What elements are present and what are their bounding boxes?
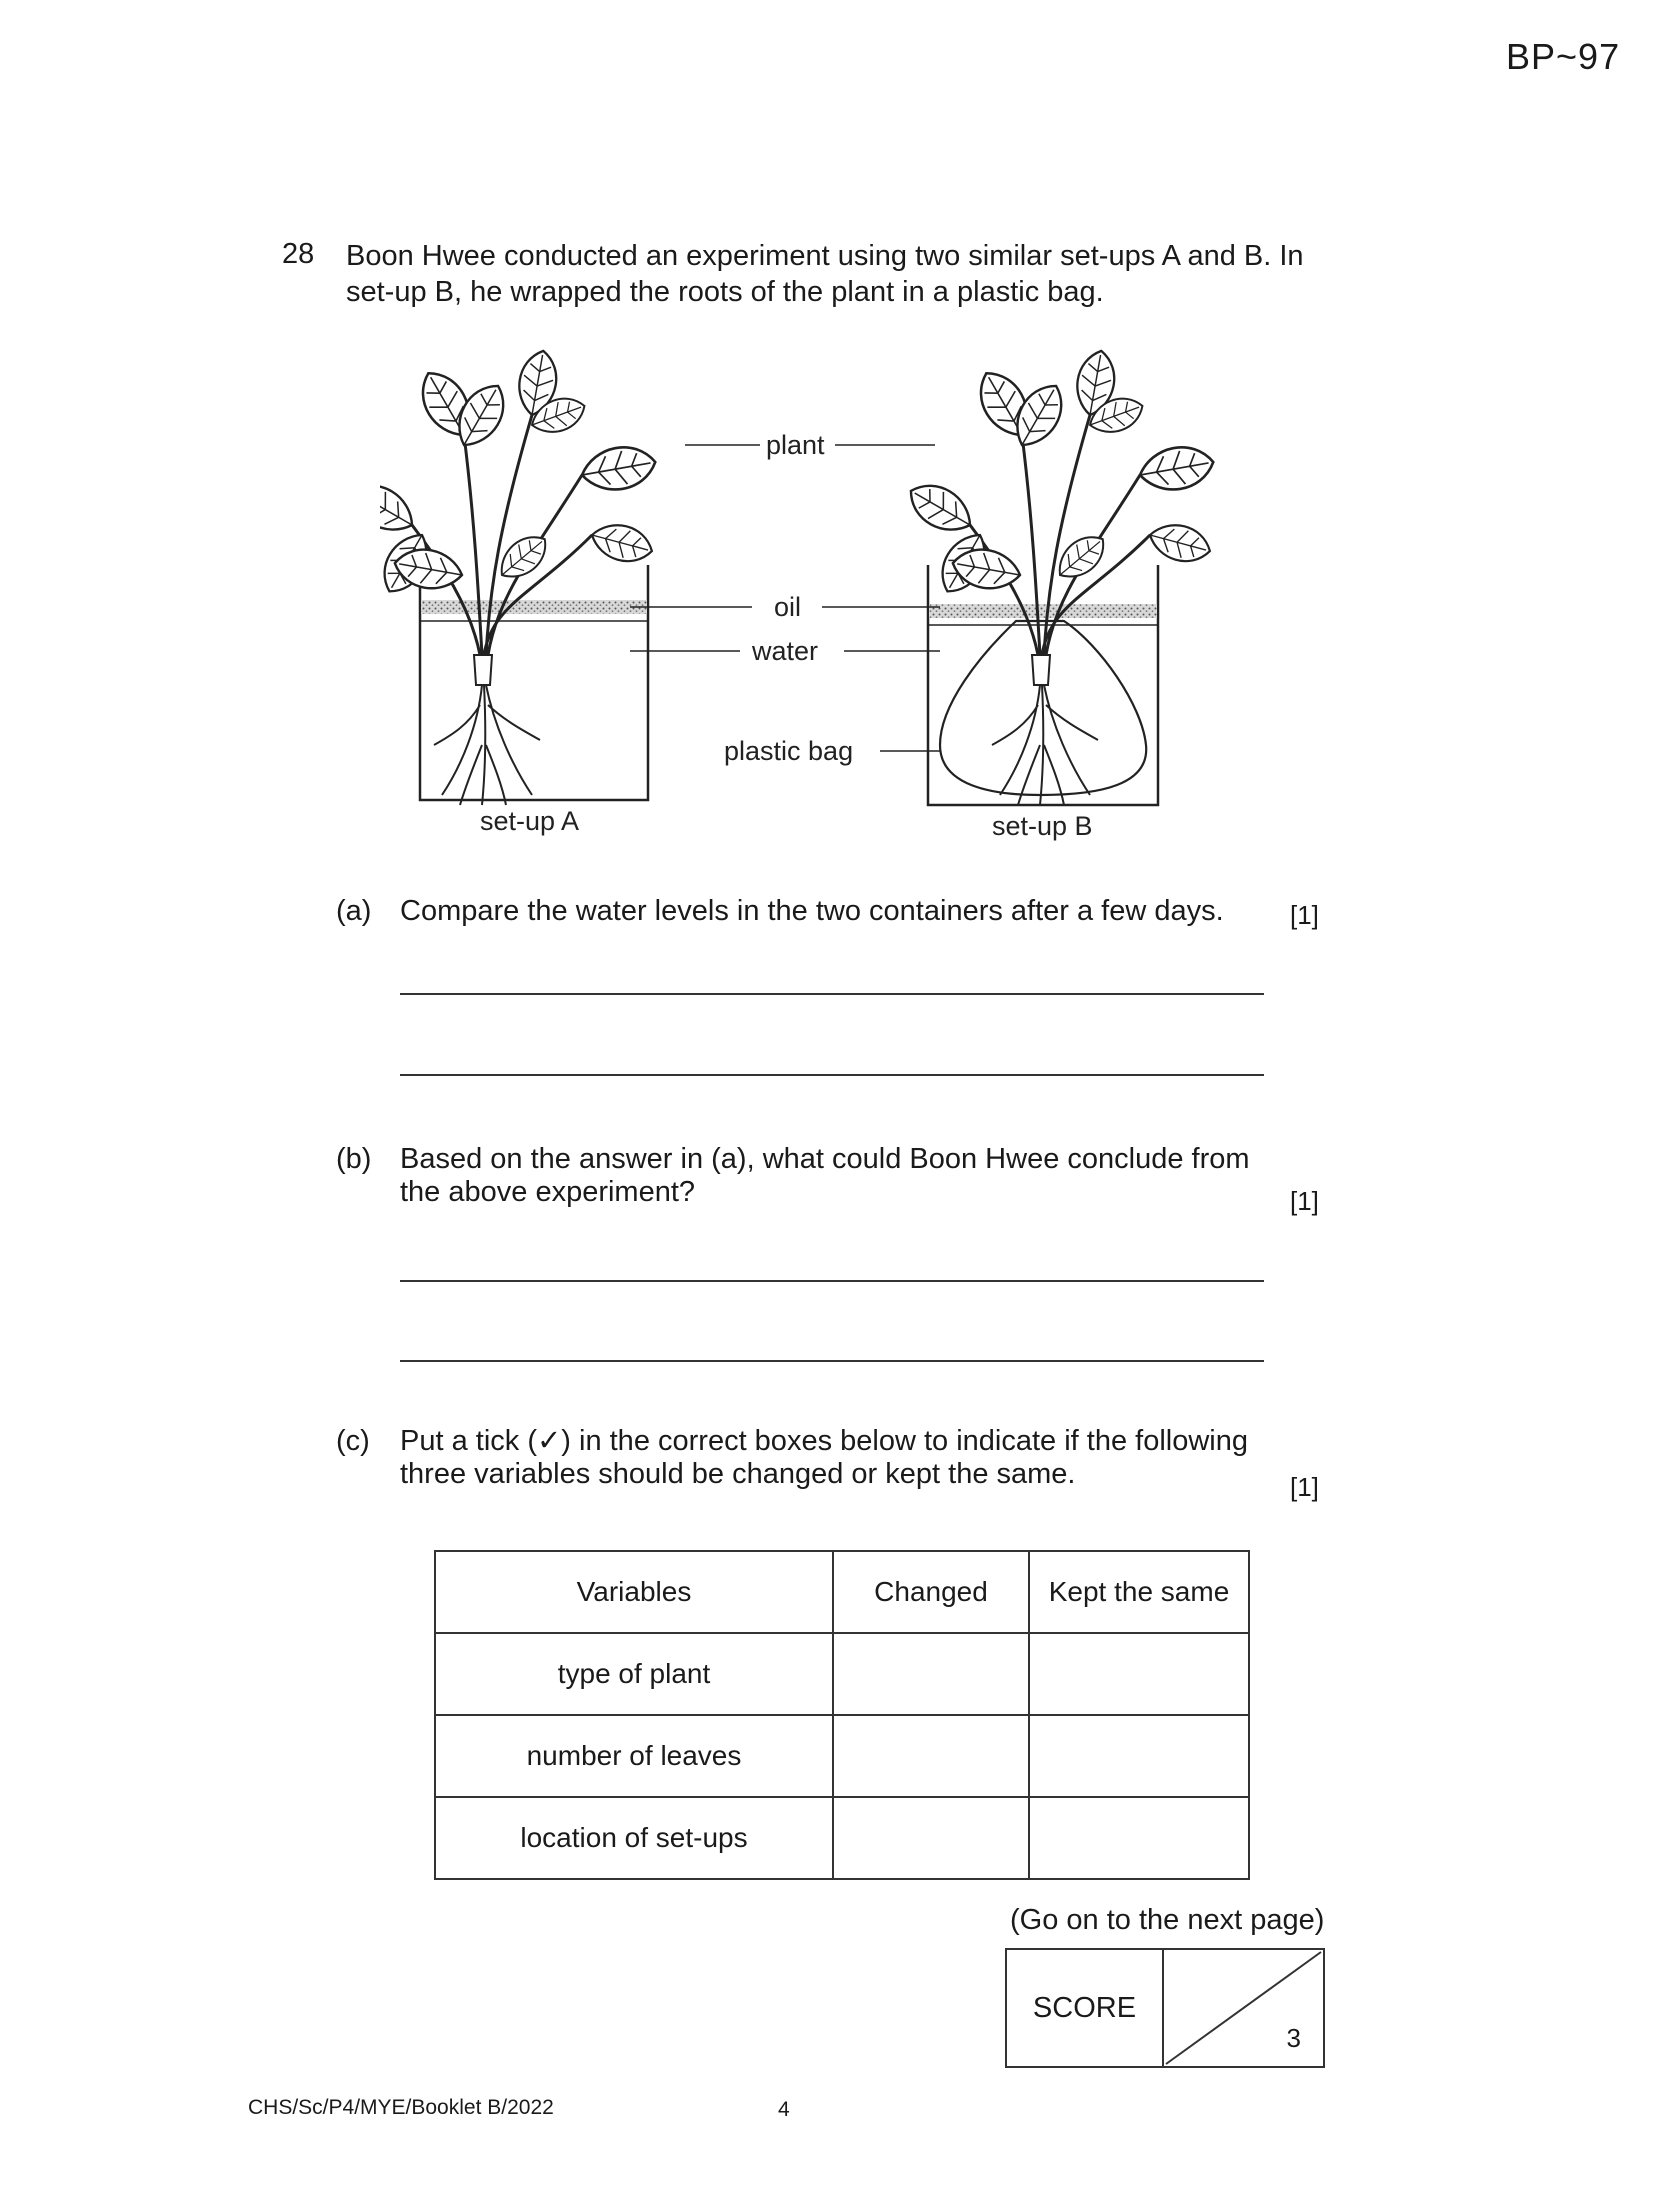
setup-a-oil-layer [421,600,647,614]
part-b-answer-line-1[interactable] [400,1280,1264,1282]
part-b-answer-line-2[interactable] [400,1360,1264,1362]
part-c-label: (c) [336,1425,370,1457]
changed-checkbox[interactable] [833,1633,1029,1715]
label-setup-a: set-up A [480,806,580,836]
part-a-label: (a) [336,895,372,927]
header-kept-the-same: Kept the same [1029,1551,1249,1633]
setup-a-container [420,565,648,800]
kept-same-checkbox[interactable] [1029,1633,1249,1715]
changed-checkbox[interactable] [833,1715,1029,1797]
kept-same-checkbox[interactable] [1029,1797,1249,1879]
part-a-answer-line-1[interactable] [400,993,1264,995]
variable-name: type of plant [435,1633,833,1715]
score-box [1005,1948,1325,2068]
part-b-label: (b) [336,1143,372,1175]
part-c-text: Put a tick (✓) in the correct boxes below to indicate if the following three variables should be changed or kept the same. [400,1425,1248,1490]
part-a-text: Compare the water levels in the two containers after a few days. [400,895,1224,927]
experiment-figure [380,325,1260,865]
setup-b-oil-layer [929,604,1157,618]
setup-a-plant [380,348,659,805]
variable-name: location of set-ups [435,1797,833,1879]
score-label: SCORE [1007,1950,1164,2066]
header-variables: Variables [435,1551,833,1633]
variables-table [434,1550,1250,1880]
page-number: 4 [778,2098,790,2121]
part-b-marks: [1] [1290,1186,1319,1216]
part-a-marks: [1] [1290,900,1319,930]
go-on-notice: (Go on to the next page) [1010,1904,1325,1936]
question-text: Boon Hwee conducted an experiment using two similar set-ups A and B. In set-up B, he wrapped the roots of the plant in a plastic bag. [346,240,1304,308]
score-max: 3 [1286,2023,1301,2053]
label-oil: oil [774,592,802,622]
label-setup-b: set-up B [992,811,1093,841]
variable-name: number of leaves [435,1715,833,1797]
table-header-row [435,1551,1249,1633]
label-plastic-bag: plastic bag [724,736,854,766]
booklet-code: CHS/Sc/P4/MYE/Booklet B/2022 [248,2096,554,2119]
part-c-marks: [1] [1290,1472,1319,1502]
label-plant: plant [766,430,825,460]
part-b-text: Based on the answer in (a), what could Boon Hwee conclude from the above experiment? [400,1143,1250,1208]
label-water: water [752,636,819,666]
part-a-answer-line-2[interactable] [400,1074,1264,1076]
question-number: 28 [282,238,315,270]
table-row [435,1633,1249,1715]
kept-same-checkbox[interactable] [1029,1715,1249,1797]
page-code: BP~97 [1506,36,1621,77]
table-row [435,1797,1249,1879]
changed-checkbox[interactable] [833,1797,1029,1879]
header-changed: Changed [833,1551,1029,1633]
setup-b-plant [901,348,1216,805]
table-row [435,1715,1249,1797]
